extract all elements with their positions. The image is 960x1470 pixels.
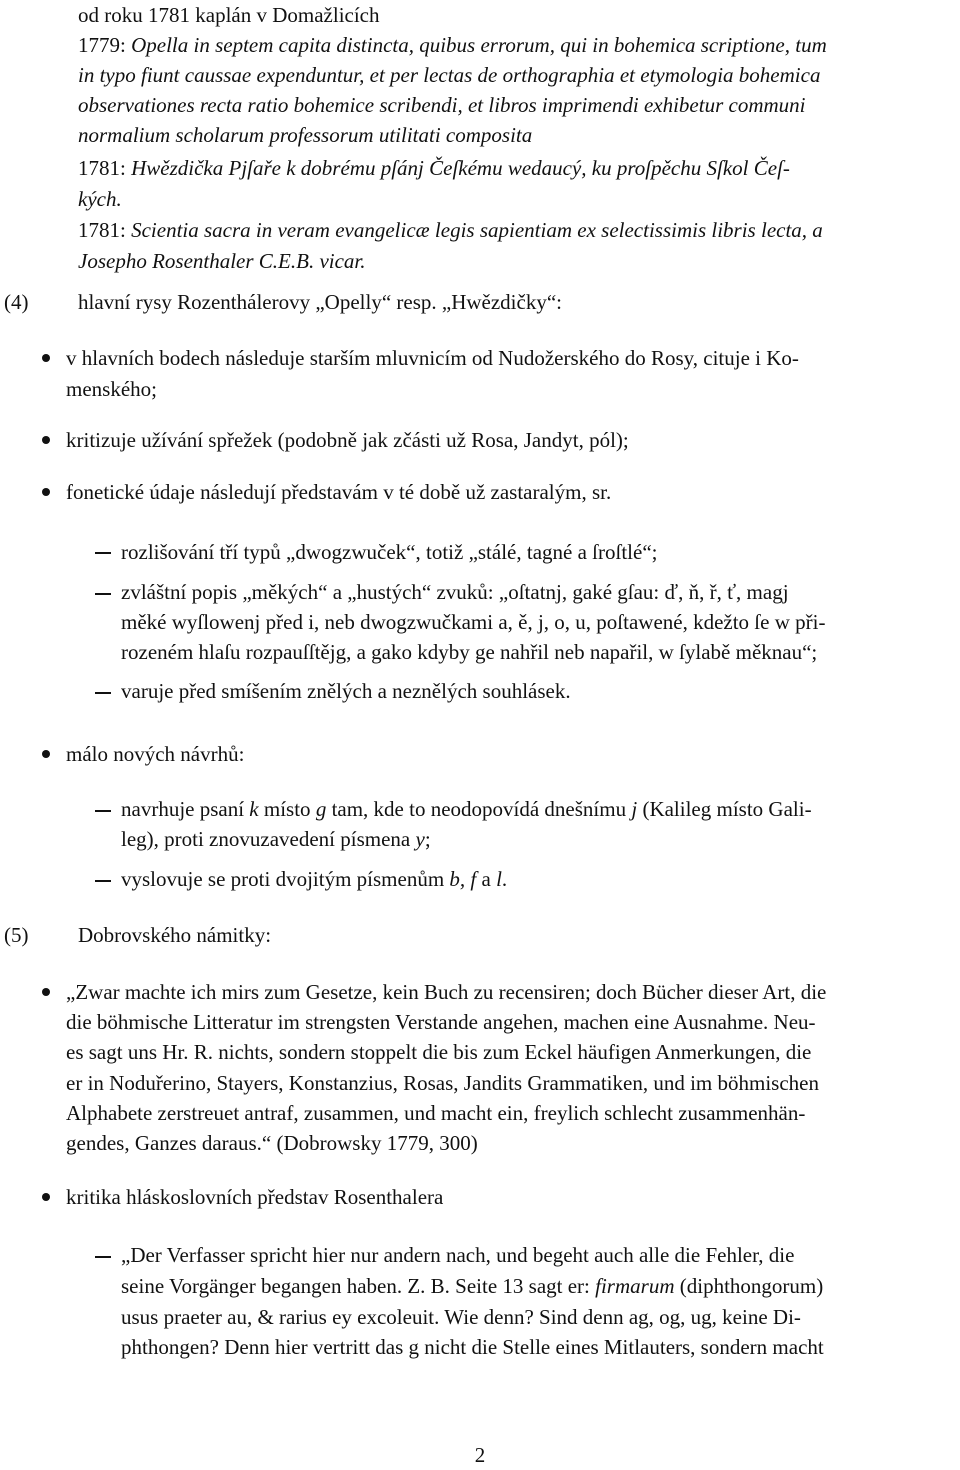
dash-marker bbox=[95, 692, 111, 694]
dash-text: usus praeter au, & rarius ey excoleuit. Wie denn? Sind denn ag, og, ug, keine Di- bbox=[121, 1305, 801, 1329]
bullet-dot bbox=[42, 1193, 50, 1201]
dash-text: phthongen? Denn hier vertritt das g nicht die Stelle eines Mitlauters, sondern macht bbox=[121, 1335, 824, 1359]
dash-marker bbox=[95, 593, 111, 595]
text-run: ; bbox=[424, 827, 431, 851]
dash-marker bbox=[95, 1256, 111, 1258]
scientia-title-1: Scientia sacra in veram evangelicæ legis sapientiam ex selectissimis libris lecta, a bbox=[131, 218, 823, 242]
section-4-number: (4) bbox=[4, 290, 29, 314]
bullet-dot bbox=[42, 488, 50, 496]
dash-text: zvláštní popis „měkých“ a „hustých“ zvuků: „oſtatnj, gaké gſau: ď, ň, ř, ť, magj bbox=[121, 580, 789, 604]
dash-text: „Der Verfasser spricht hier nur andern nach, und begeht auch alle die Fehler, die bbox=[121, 1243, 795, 1267]
italic-word: firmarum bbox=[595, 1274, 675, 1298]
dash-text: rozlišování tří typů „dwogzwuček“, totiž „stálé, tagné a ſroſtlé“; bbox=[121, 540, 658, 564]
bullet-text: fonetické údaje následují představám v té době už zastaralým, sr. bbox=[66, 480, 612, 504]
text-run: seine Vorgänger begangen haben. Z. B. Seite 13 sagt er: bbox=[121, 1274, 596, 1298]
dash-text bbox=[121, 864, 507, 894]
section-5-number: (5) bbox=[4, 923, 29, 947]
dash-marker bbox=[95, 810, 111, 812]
quote-line: er in Noduřerino, Stayers, Konstanzius, Rosas, Jandits Grammatiken, und im böhmischen bbox=[66, 1071, 819, 1095]
page-number: 2 bbox=[474, 1443, 486, 1467]
quote-line: es sagt uns Hr. R. nichts, sondern stoppelt die bis zum Eckel häufigen Anmerkungen, die bbox=[66, 1040, 812, 1064]
bullet-dot bbox=[42, 750, 50, 758]
quote-line: die böhmische Litteratur im strengsten Verstande angehen, machen eine Ausnahme. Neu- bbox=[66, 1010, 816, 1034]
opella-title-2: in typo fiunt caussae expenduntur, et per lectas de orthographia et etymologia bohemica bbox=[78, 63, 821, 87]
section-4-title: hlavní rysy Rozenthálerovy „Opelly“ resp. „Hwězdičky“: bbox=[78, 290, 562, 314]
italic-letters: b, f bbox=[449, 867, 477, 891]
text-run: navrhuje psaní bbox=[121, 797, 250, 821]
bullet-dot bbox=[42, 354, 50, 362]
bullet-dot bbox=[42, 436, 50, 444]
text-run: a bbox=[476, 867, 497, 891]
scientia-title-2: Josepho Rosenthaler C.E.B. vicar. bbox=[78, 249, 366, 273]
scientia-year: 1781: bbox=[78, 218, 126, 242]
opella-title-3: observationes recta ratio bohemice scribendi, et libros imprimendi exhibetur communi bbox=[78, 93, 806, 117]
text-run: (diphthongorum) bbox=[674, 1274, 824, 1298]
text-run: místo bbox=[258, 797, 316, 821]
text-run: vyslovuje se proti dvojitým písmenům bbox=[121, 867, 450, 891]
hwezdicka-year: 1781: bbox=[78, 156, 126, 180]
dash-text bbox=[121, 794, 812, 824]
opella-title-1: Opella in septem capita distincta, quibus errorum, qui in bohemica scriptione, tum bbox=[131, 33, 827, 57]
text-run: (Kalileg místo Gali- bbox=[637, 797, 812, 821]
italic-letter: k bbox=[249, 797, 259, 821]
quote-line: Alphabete zerstreuet antraf, zusammen, und macht ein, freylich schlecht zusammenhän- bbox=[66, 1101, 806, 1125]
text-run: . bbox=[501, 867, 508, 891]
quote-line: gendes, Ganzes daraus.“ (Dobrowsky 1779, 300) bbox=[66, 1131, 478, 1155]
dash-text bbox=[121, 1271, 823, 1301]
section-5-title: Dobrovského námitky: bbox=[78, 923, 272, 947]
opella-line-1 bbox=[78, 30, 827, 60]
intro-line: od roku 1781 kaplán v Domažlicích bbox=[78, 3, 380, 27]
dash-text: varuje před smíšením znělých a neznělých souhlásek. bbox=[121, 679, 571, 703]
italic-letter: j bbox=[631, 797, 638, 821]
bullet-text: v hlavních bodech následuje starším mluvnicím od Nudožerského do Rosy, cituje i Ko- bbox=[66, 346, 799, 370]
quote-line: „Zwar machte ich mirs zum Gesetze, kein Buch zu recensiren; doch Bücher dieser Art, die bbox=[66, 980, 827, 1004]
opella-year: 1779: bbox=[78, 33, 126, 57]
dash-text: rozeném hlaſu rozpauſſtějg, a gako kdyby ge nahřil neb napařil, w ſylabě měknau“; bbox=[121, 640, 818, 664]
dash-marker bbox=[95, 552, 111, 554]
hwezdicka-title-1: Hwězdička Pjſaře k dobrému pſánj Čeſkému wedaucý, ku proſpěchu Sſkol Čeſ- bbox=[131, 156, 790, 180]
text-run: tam, kde to neodopovídá dnešnímu bbox=[326, 797, 632, 821]
bullet-text: málo nových návrhů: bbox=[66, 742, 245, 766]
opella-title-4: normalium scholarum professorum utilitati composita bbox=[78, 123, 533, 147]
dash-text bbox=[121, 824, 431, 854]
hwezdicka-title-2: kých. bbox=[78, 187, 122, 211]
bullet-text: kritizuje užívání spřežek (podobně jak zčásti už Rosa, Jandyt, pól); bbox=[66, 428, 629, 452]
italic-letter: l bbox=[496, 867, 502, 891]
italic-letter: g bbox=[315, 797, 327, 821]
dash-text: měké wyſlowenj před i, neb dwogzwučkami a, ě, j, o, u, poſtawené, kdežto ſe w při- bbox=[121, 610, 826, 634]
bullet-dot bbox=[42, 988, 50, 996]
bullet-text: kritika hláskoslovních představ Rosenthalera bbox=[66, 1185, 444, 1209]
bullet-text: menského; bbox=[66, 377, 157, 401]
text-run: leg), proti znovuzavedení písmena bbox=[121, 827, 416, 851]
dash-marker bbox=[95, 880, 111, 882]
hwezdicka-line-1 bbox=[78, 153, 790, 183]
scientia-line-1 bbox=[78, 215, 823, 245]
italic-letter: y bbox=[415, 827, 425, 851]
